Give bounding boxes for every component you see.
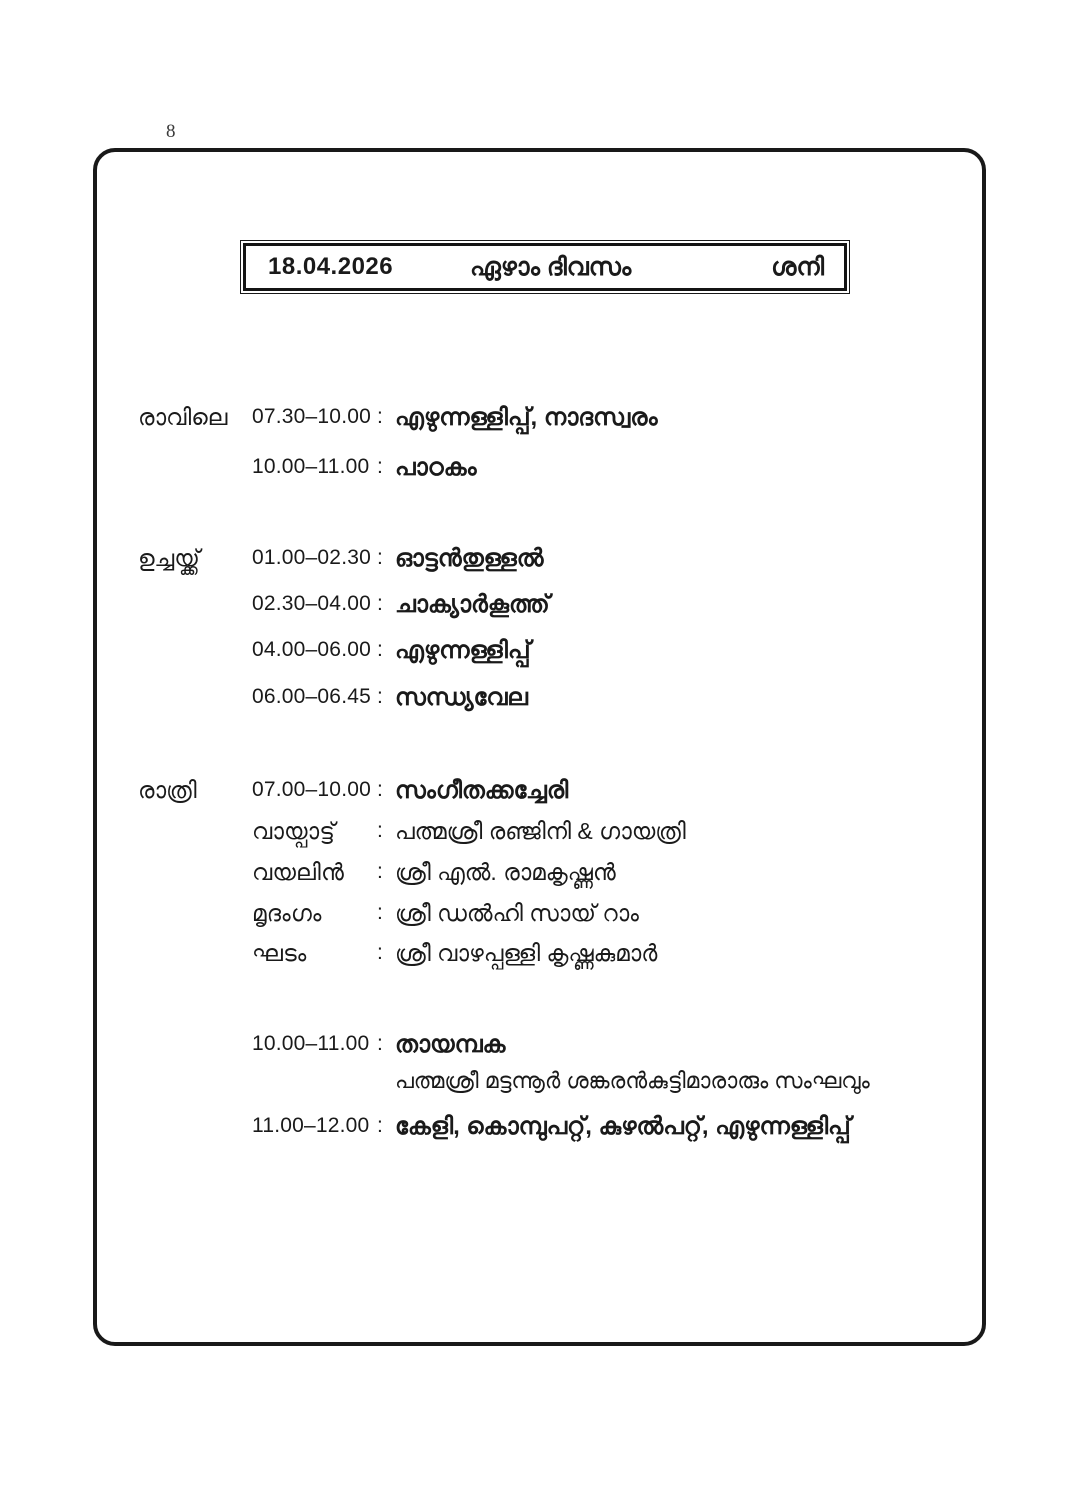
date-header-box (240, 240, 850, 294)
separator-colon: : (377, 546, 383, 569)
header-weekday: ശനി (771, 252, 824, 281)
time-range: 10.00–11.00 (252, 455, 370, 478)
separator-colon: : (377, 405, 383, 428)
separator-colon: : (377, 901, 383, 924)
program-title: തായമ്പക (395, 1031, 506, 1058)
performer-role-label: മൃദംഗം (252, 900, 322, 926)
separator-colon: : (377, 1114, 383, 1137)
time-range: 07.30–10.00 (252, 405, 371, 428)
time-range: 11.00–12.00 (252, 1114, 370, 1137)
program-title: കേളി, കൊമ്പുപറ്റ്, കുഴൽപറ്റ്, എഴുന്നള്ളിപ്പ് (395, 1113, 851, 1140)
program-performer-credit: പത്മശ്രീ മട്ടന്നൂർ ശങ്കരൻകുട്ടിമാരാരും സംഘവും (395, 1068, 870, 1093)
program-title: സംഗീതക്കച്ചേരി (395, 777, 569, 804)
page-border-frame (93, 148, 986, 1346)
performer-role-label: വയലിൻ (252, 859, 345, 885)
program-title: ചാക്യാർകൂത്ത് (395, 591, 550, 618)
separator-colon: : (377, 685, 383, 708)
separator-colon: : (377, 638, 383, 661)
separator-colon: : (377, 941, 383, 964)
period-label: രാത്രി (138, 777, 197, 803)
program-title: സന്ധ്യവേല (395, 684, 528, 711)
program-title: പാഠകം (395, 454, 477, 481)
header-day-label: ഏഴാം ദിവസം (470, 252, 632, 281)
separator-colon: : (377, 1032, 383, 1055)
performer-name: ശ്രീ എൽ. രാമകൃഷ്ണൻ (395, 859, 616, 885)
program-title: ഓട്ടൻതുള്ളൽ (395, 545, 544, 572)
performer-role-label: വായ്പാട്ട് (252, 818, 336, 844)
date-header-inner (243, 243, 847, 291)
separator-colon: : (377, 455, 383, 478)
header-date: 18.04.2026 (268, 253, 394, 280)
performer-name: ശ്രീ ഡൽഹി സായ് റാം (395, 900, 639, 926)
program-title: എഴുന്നള്ളിപ്പ് (395, 637, 531, 664)
time-range: 06.00–06.45 (252, 685, 371, 708)
separator-colon: : (377, 819, 383, 842)
period-label: രാവിലെ (138, 404, 228, 430)
separator-colon: : (377, 860, 383, 883)
time-range: 02.30–04.00 (252, 592, 371, 615)
separator-colon: : (377, 592, 383, 615)
performer-role-label: ഘടം (252, 940, 307, 966)
page-number: 8 (166, 121, 176, 142)
program-title: എഴുന്നള്ളിപ്പ്, നാദസ്വരം (395, 404, 658, 431)
time-range: 10.00–11.00 (252, 1032, 370, 1055)
performer-name: ശ്രീ വാഴപ്പള്ളി കൃഷ്ണകുമാർ (395, 940, 658, 966)
time-range: 04.00–06.00 (252, 638, 371, 661)
time-range: 01.00–02.30 (252, 546, 371, 569)
period-label: ഉച്ചയ്ക്ക് (138, 545, 200, 571)
separator-colon: : (377, 778, 383, 801)
time-range: 07.00–10.00 (252, 778, 371, 801)
performer-name: പത്മശ്രീ രഞ്ജിനി & ഗായത്രി (395, 818, 686, 844)
